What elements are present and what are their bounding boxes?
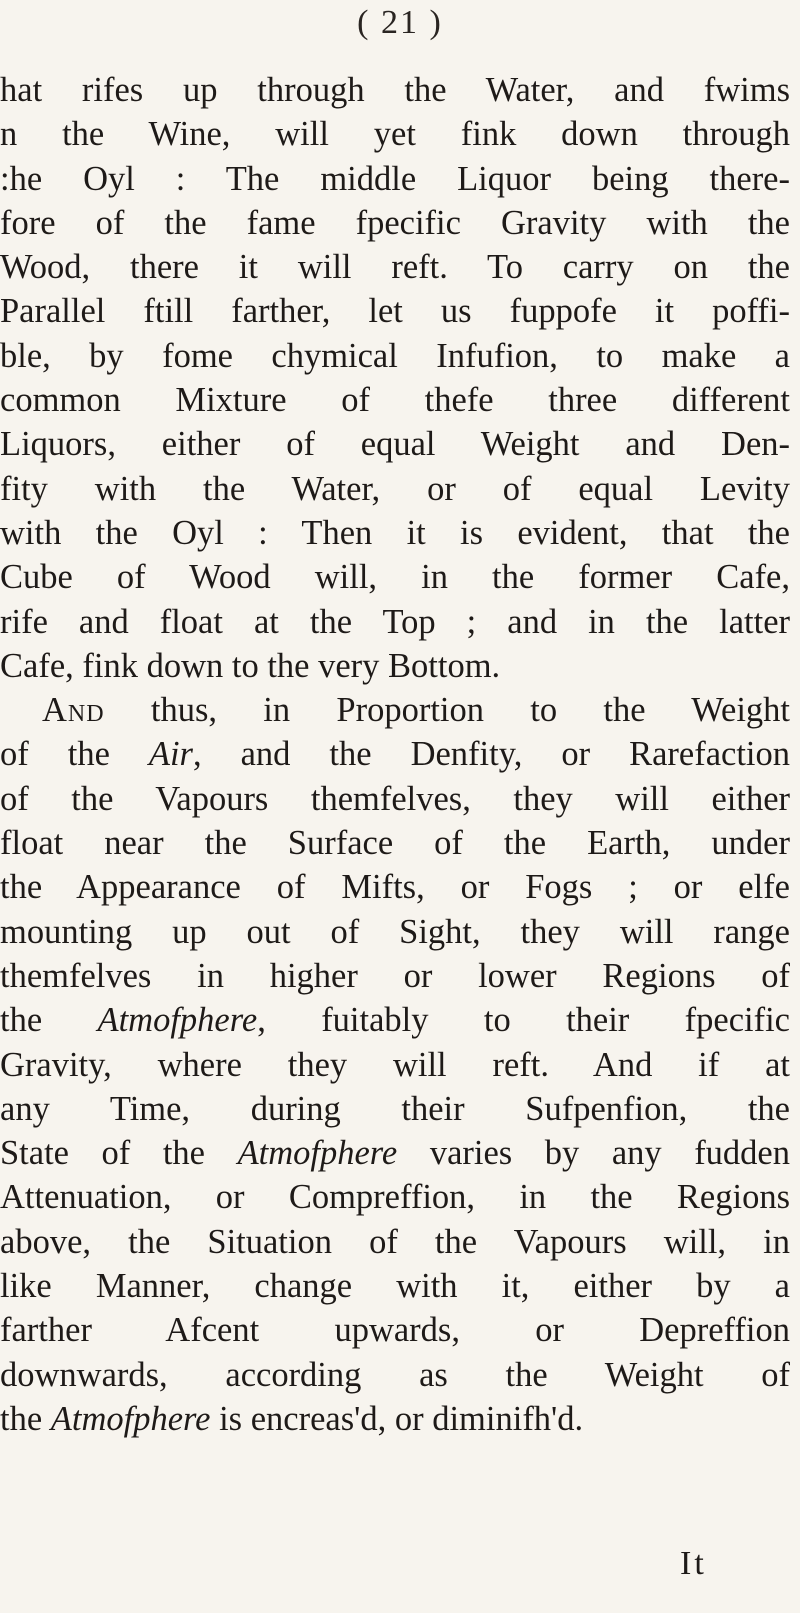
- text-line: Cafe, fink down to the very Bottom.: [0, 646, 501, 685]
- italic-term: Atmofphere: [237, 1134, 398, 1173]
- text-line: like Manner, change with it, either by a: [0, 1267, 790, 1306]
- text-line: Wood, there it will reft. To carry on the: [0, 248, 790, 287]
- italic-term: Air: [148, 735, 193, 774]
- text-line: the Appearance of Mifts, or Fogs ; or elfe: [0, 868, 790, 907]
- catchword: It: [680, 1545, 707, 1582]
- text-line: of the Air, and the Denfity, or Rarefaction: [0, 735, 790, 774]
- text-line: rife and float at the Top ; and in the latter: [0, 602, 790, 641]
- text-line: State of the Atmofphere varies by any fudden: [0, 1134, 790, 1173]
- text-line: farther Afcent upwards, or Depreffion: [0, 1311, 790, 1350]
- text-line: And thus, in Proportion to the Weight: [42, 691, 790, 730]
- text-line: fore of the fame fpecific Gravity with the: [0, 203, 790, 242]
- text-line: Cube of Wood will, in the former Cafe,: [0, 558, 790, 597]
- text-line: float near the Surface of the Earth, under: [0, 824, 790, 863]
- paragraph-initial-word: And: [42, 691, 105, 730]
- text-line: any Time, during their Sufpenfion, the: [0, 1089, 790, 1128]
- text-line: mounting up out of Sight, they will range: [0, 912, 790, 951]
- text-line: n the Wine, will yet fink down through: [0, 115, 790, 154]
- text-line: Attenuation, or Compreffion, in the Regions: [0, 1178, 790, 1217]
- text-line: of the Vapours themfelves, they will either: [0, 779, 790, 818]
- body-text: [0, 68, 790, 1441]
- text-line: themfelves in higher or lower Regions of: [0, 956, 790, 995]
- italic-term: Atmofphere: [97, 1001, 258, 1040]
- text-line: :he Oyl : The middle Liquor being there-: [0, 159, 790, 198]
- italic-term: Atmofphere: [50, 1399, 211, 1438]
- text-line: common Mixture of thefe three different: [0, 381, 790, 420]
- text-line: Gravity, where they will reft. And if at: [0, 1045, 790, 1084]
- text-line: the Atmofphere is encreas'd, or diminifh'd.: [0, 1399, 584, 1438]
- text-line: ble, by fome chymical Infufion, to make a: [0, 336, 790, 375]
- text-line: Liquors, either of equal Weight and Den-: [0, 425, 790, 464]
- text-line: downwards, according as the Weight of: [0, 1355, 790, 1394]
- page-number: ( 21 ): [357, 4, 443, 41]
- text-line: with the Oyl : Then it is evident, that the: [0, 513, 790, 552]
- text-line: the Atmofphere, fuitably to their fpecific: [0, 1001, 790, 1040]
- text-line: above, the Situation of the Vapours will, in: [0, 1222, 790, 1261]
- text-line: fity with the Water, or of equal Levity: [0, 469, 790, 508]
- text-line: hat rifes up through the Water, and fwims: [0, 71, 790, 109]
- text-line: Parallel ftill farther, let us fuppofe it poffi-: [0, 292, 790, 331]
